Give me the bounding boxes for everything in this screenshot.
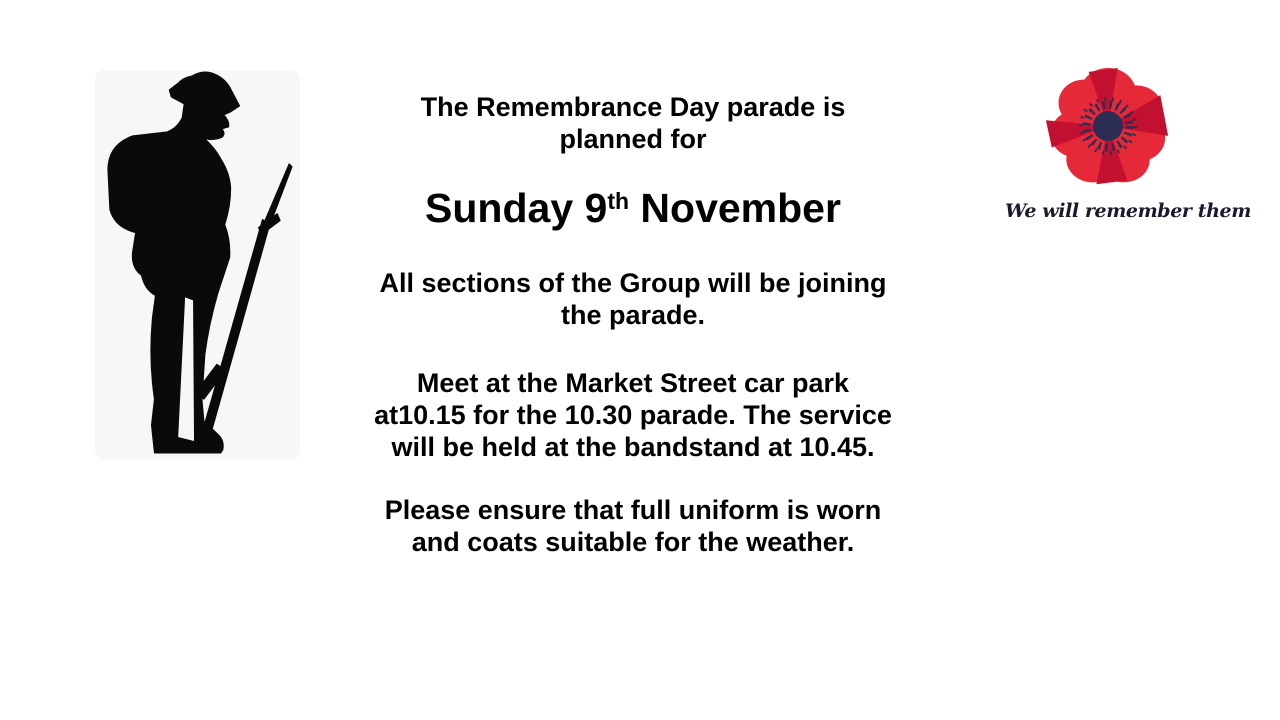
meet-line-3: will be held at the bandstand at 10.45. <box>391 432 875 462</box>
date-heading-superscript: th <box>607 188 630 214</box>
sections-paragraph <box>333 267 933 331</box>
intro-line-1: The Remembrance Day parade is <box>420 92 846 122</box>
date-heading <box>333 184 933 232</box>
poppy-icon <box>1040 66 1176 194</box>
poppy-logo <box>1005 66 1251 223</box>
poppy-caption: We will remember them <box>1005 200 1251 222</box>
poppy-center <box>1092 111 1122 141</box>
date-heading-suffix: November <box>629 185 841 231</box>
sections-line-1: All sections of the Group will be joining <box>379 268 887 298</box>
meet-line-2: at10.15 for the 10.30 parade. The service <box>374 400 892 430</box>
uniform-line-1: Please ensure that full uniform is worn <box>384 495 882 525</box>
intro-line-2: planned for <box>559 124 707 154</box>
intro-paragraph <box>333 91 933 155</box>
soldier-image <box>95 70 300 460</box>
meet-line-1: Meet at the Market Street car park <box>416 368 850 398</box>
soldier-silhouette-icon <box>95 70 300 460</box>
sections-line-2: the parade. <box>560 300 706 330</box>
meet-paragraph <box>333 367 933 463</box>
uniform-paragraph <box>333 494 933 558</box>
uniform-line-2: and coats suitable for the weather. <box>411 527 855 557</box>
bayonet-shape <box>265 164 292 222</box>
announcement-text <box>333 91 933 558</box>
date-heading-prefix: Sunday 9 <box>425 185 608 231</box>
